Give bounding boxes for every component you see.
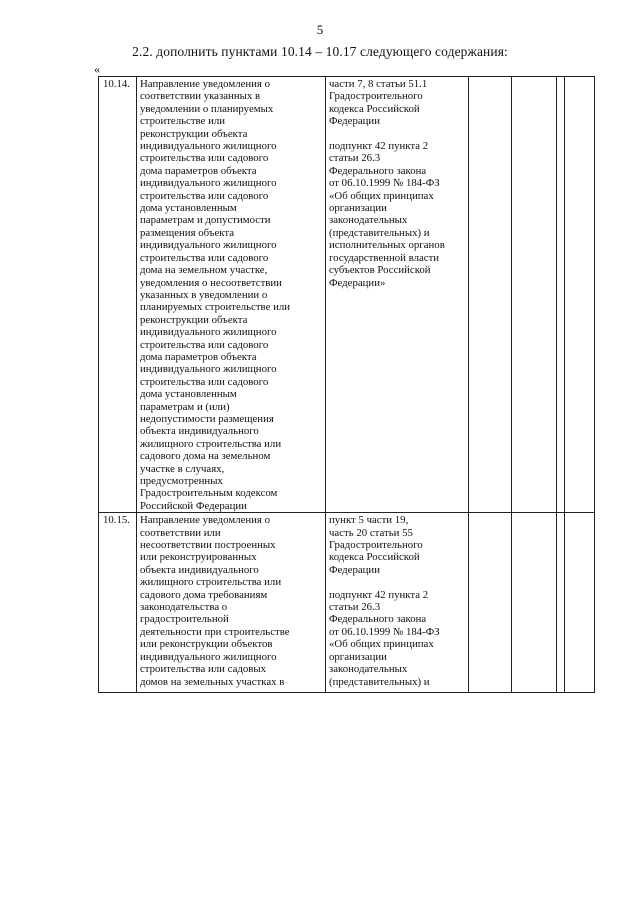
empty-cell — [469, 77, 512, 513]
service-name-cell: Направление уведомления о соответствии или несоответствии построенных или реконструированных объекта индивидуального жилищного строительства или садового дома требованиям законодательства о градостроительной деятельности при строительстве или реконструкции объектов индивидуального жилищного строительства или садовых домов на земельных участках в — [137, 513, 326, 693]
legal-basis-cell: части 7, 8 статьи 51.1 Градостроительного кодекса Российской Федерации подпункт 42 пункта 2 статьи 26.3 Федерального закона от 06.10.1999 № 184-ФЗ «Об общих принципах организации законодательных (представительных) и исполнительных органов государственной власти субъектов Российской Федерации» — [326, 77, 469, 513]
table-row-10-15 — [99, 513, 595, 693]
amendment-heading: 2.2. дополнить пунктами 10.14 – 10.17 следующего содержания: — [132, 44, 508, 59]
empty-cell — [512, 77, 557, 513]
page-number: 5 — [316, 22, 324, 37]
amendment-table — [98, 76, 595, 693]
empty-cell — [469, 513, 512, 693]
opening-quote-mark: « — [94, 62, 100, 76]
legal-basis-cell: пункт 5 части 19, часть 20 статьи 55 Градостроительного кодекса Российской Федерации подпункт 42 пункта 2 статьи 26.3 Федерального закона от 06.10.1999 № 184-ФЗ «Об общих принципах организации законодательных (представительных) и — [326, 513, 469, 693]
empty-cell — [557, 513, 565, 693]
table-row-10-14 — [99, 77, 595, 513]
service-name-cell: Направление уведомления о соответствии указанных в уведомлении о планируемых строительстве или реконструкции объекта индивидуального жилищного строительства или садового дома параметров объекта индивидуального жилищного строительства или садового дома установленным параметрам и допустимости размещения объекта индивидуального жилищного строительства или садового дома на земельном участке, уведомления о несоответствии указанных в уведомлении о планируемых строительстве или реконструкции объекта индивидуального жилищного строительства или садового дома параметров объекта индивидуального жилищного строительства или садового дома установленным параметрам и (или) недопустимости размещения объекта индивидуального жилищного строительства или садового дома на земельном участке в случаях, предусмотренных Градостроительным кодексом Российской Федерации — [137, 77, 326, 513]
empty-cell — [565, 513, 595, 693]
empty-cell — [557, 77, 565, 513]
empty-cell — [565, 77, 595, 513]
row-number-cell: 10.14. — [99, 77, 137, 513]
empty-cell — [512, 513, 557, 693]
row-number-cell: 10.15. — [99, 513, 137, 693]
